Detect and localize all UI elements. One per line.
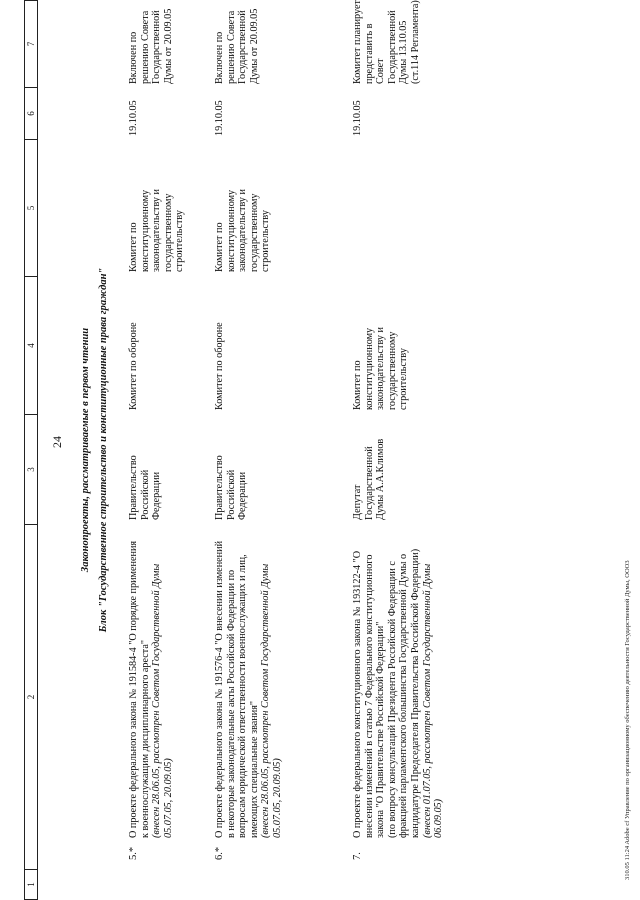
row-number: 7. bbox=[352, 852, 363, 860]
column-header-1: 1 bbox=[25, 870, 37, 900]
bill-note: (внесен 28.06.05, рассмотрен Советом Государственной Думы 05.07.05, 20.09.05) bbox=[151, 563, 174, 838]
initiator: Правительство Российской Федерации bbox=[214, 455, 249, 520]
column-header-5: 5 bbox=[25, 140, 37, 277]
bill-title bbox=[128, 538, 174, 838]
responsible-committee: Комитет по конституционному законодательству и государственному строительству bbox=[128, 189, 186, 272]
review-date: 19.10.05 bbox=[352, 100, 363, 136]
footer-stamp: 310.05 11:24 Adobe cf Управление по организационному обеспечению деятельности Государственной Думы, ООО3 bbox=[624, 560, 631, 880]
column-header-2: 2 bbox=[25, 525, 37, 870]
page-number: 24 bbox=[50, 436, 64, 448]
co-committee: Комитет по конституционному законодательству и государственному строительству bbox=[352, 327, 410, 410]
block-title: Блок "Государственное строительство и конституционные права граждан" bbox=[98, 267, 109, 633]
column-header-6: 6 bbox=[25, 88, 37, 140]
bill-title bbox=[214, 538, 284, 838]
row-number: 6.* bbox=[214, 846, 225, 860]
review-date: 19.10.05 bbox=[214, 100, 225, 136]
bill-note: (внесен 28.06.05, рассмотрен Советом Государственной Думы 05.07.05, 20.09.05) bbox=[260, 563, 283, 838]
column-header-3: 3 bbox=[25, 415, 37, 525]
bill-title-text: О проекте федерального конституционного закона № 193122-4 "О внесении изменений в статью 7 Федерального конституционного закона "О Правительстве Российской Федерации" bbox=[352, 550, 387, 838]
row-number: 5.* bbox=[128, 846, 139, 860]
responsible-committee: Комитет по конституционному законодательству и государственному строительству bbox=[214, 189, 272, 272]
bill-title bbox=[352, 538, 445, 838]
bill-title-text: О проекте федерального закона № 191584-4 "О порядке применения к военнослужащим дисциплинарного ареста" bbox=[128, 540, 151, 838]
initiator: Правительство Российской Федерации bbox=[128, 455, 163, 520]
initiator: Депутат Государственной Думы А.А.Климов bbox=[352, 438, 387, 520]
bill-subtitle: (по вопросу консультаций Президента Российской Федерации с фракцией парламентского большинства Государственной Думы о кандидатуре Председателя Правительства Российской Федерации) bbox=[386, 548, 421, 838]
status-note: Включен по решению Совета Государственной Думы от 20.09.05 bbox=[214, 8, 260, 84]
column-header-row bbox=[24, 0, 38, 900]
co-committee: Комитет по обороне bbox=[214, 322, 225, 410]
column-header-7: 7 bbox=[25, 0, 37, 88]
bill-title-text: О проекте федерального закона № 191576-4 "О внесении изменений в некоторые законодательные акты Российской Федерации по вопросам юридической ответственности военнослужащих и лиц, имеющих специальные звания" bbox=[214, 540, 260, 838]
section-title: Законопроекты, рассматриваемые в первом чтении bbox=[80, 327, 91, 573]
column-header-4: 4 bbox=[25, 277, 37, 415]
status-note: Комитет планирует представить в Совет Государственной Думы 13.10.05 (ст.114 Регламента) bbox=[352, 0, 421, 84]
co-committee: Комитет по обороне bbox=[128, 322, 139, 410]
bill-note: (внесен 01.07.05, рассмотрен Советом Государственной Думы 06.09.05) bbox=[421, 563, 445, 838]
review-date: 19.10.05 bbox=[128, 100, 139, 136]
status-note: Включен по решению Совета Государственной Думы от 20.09.05 bbox=[128, 8, 174, 84]
